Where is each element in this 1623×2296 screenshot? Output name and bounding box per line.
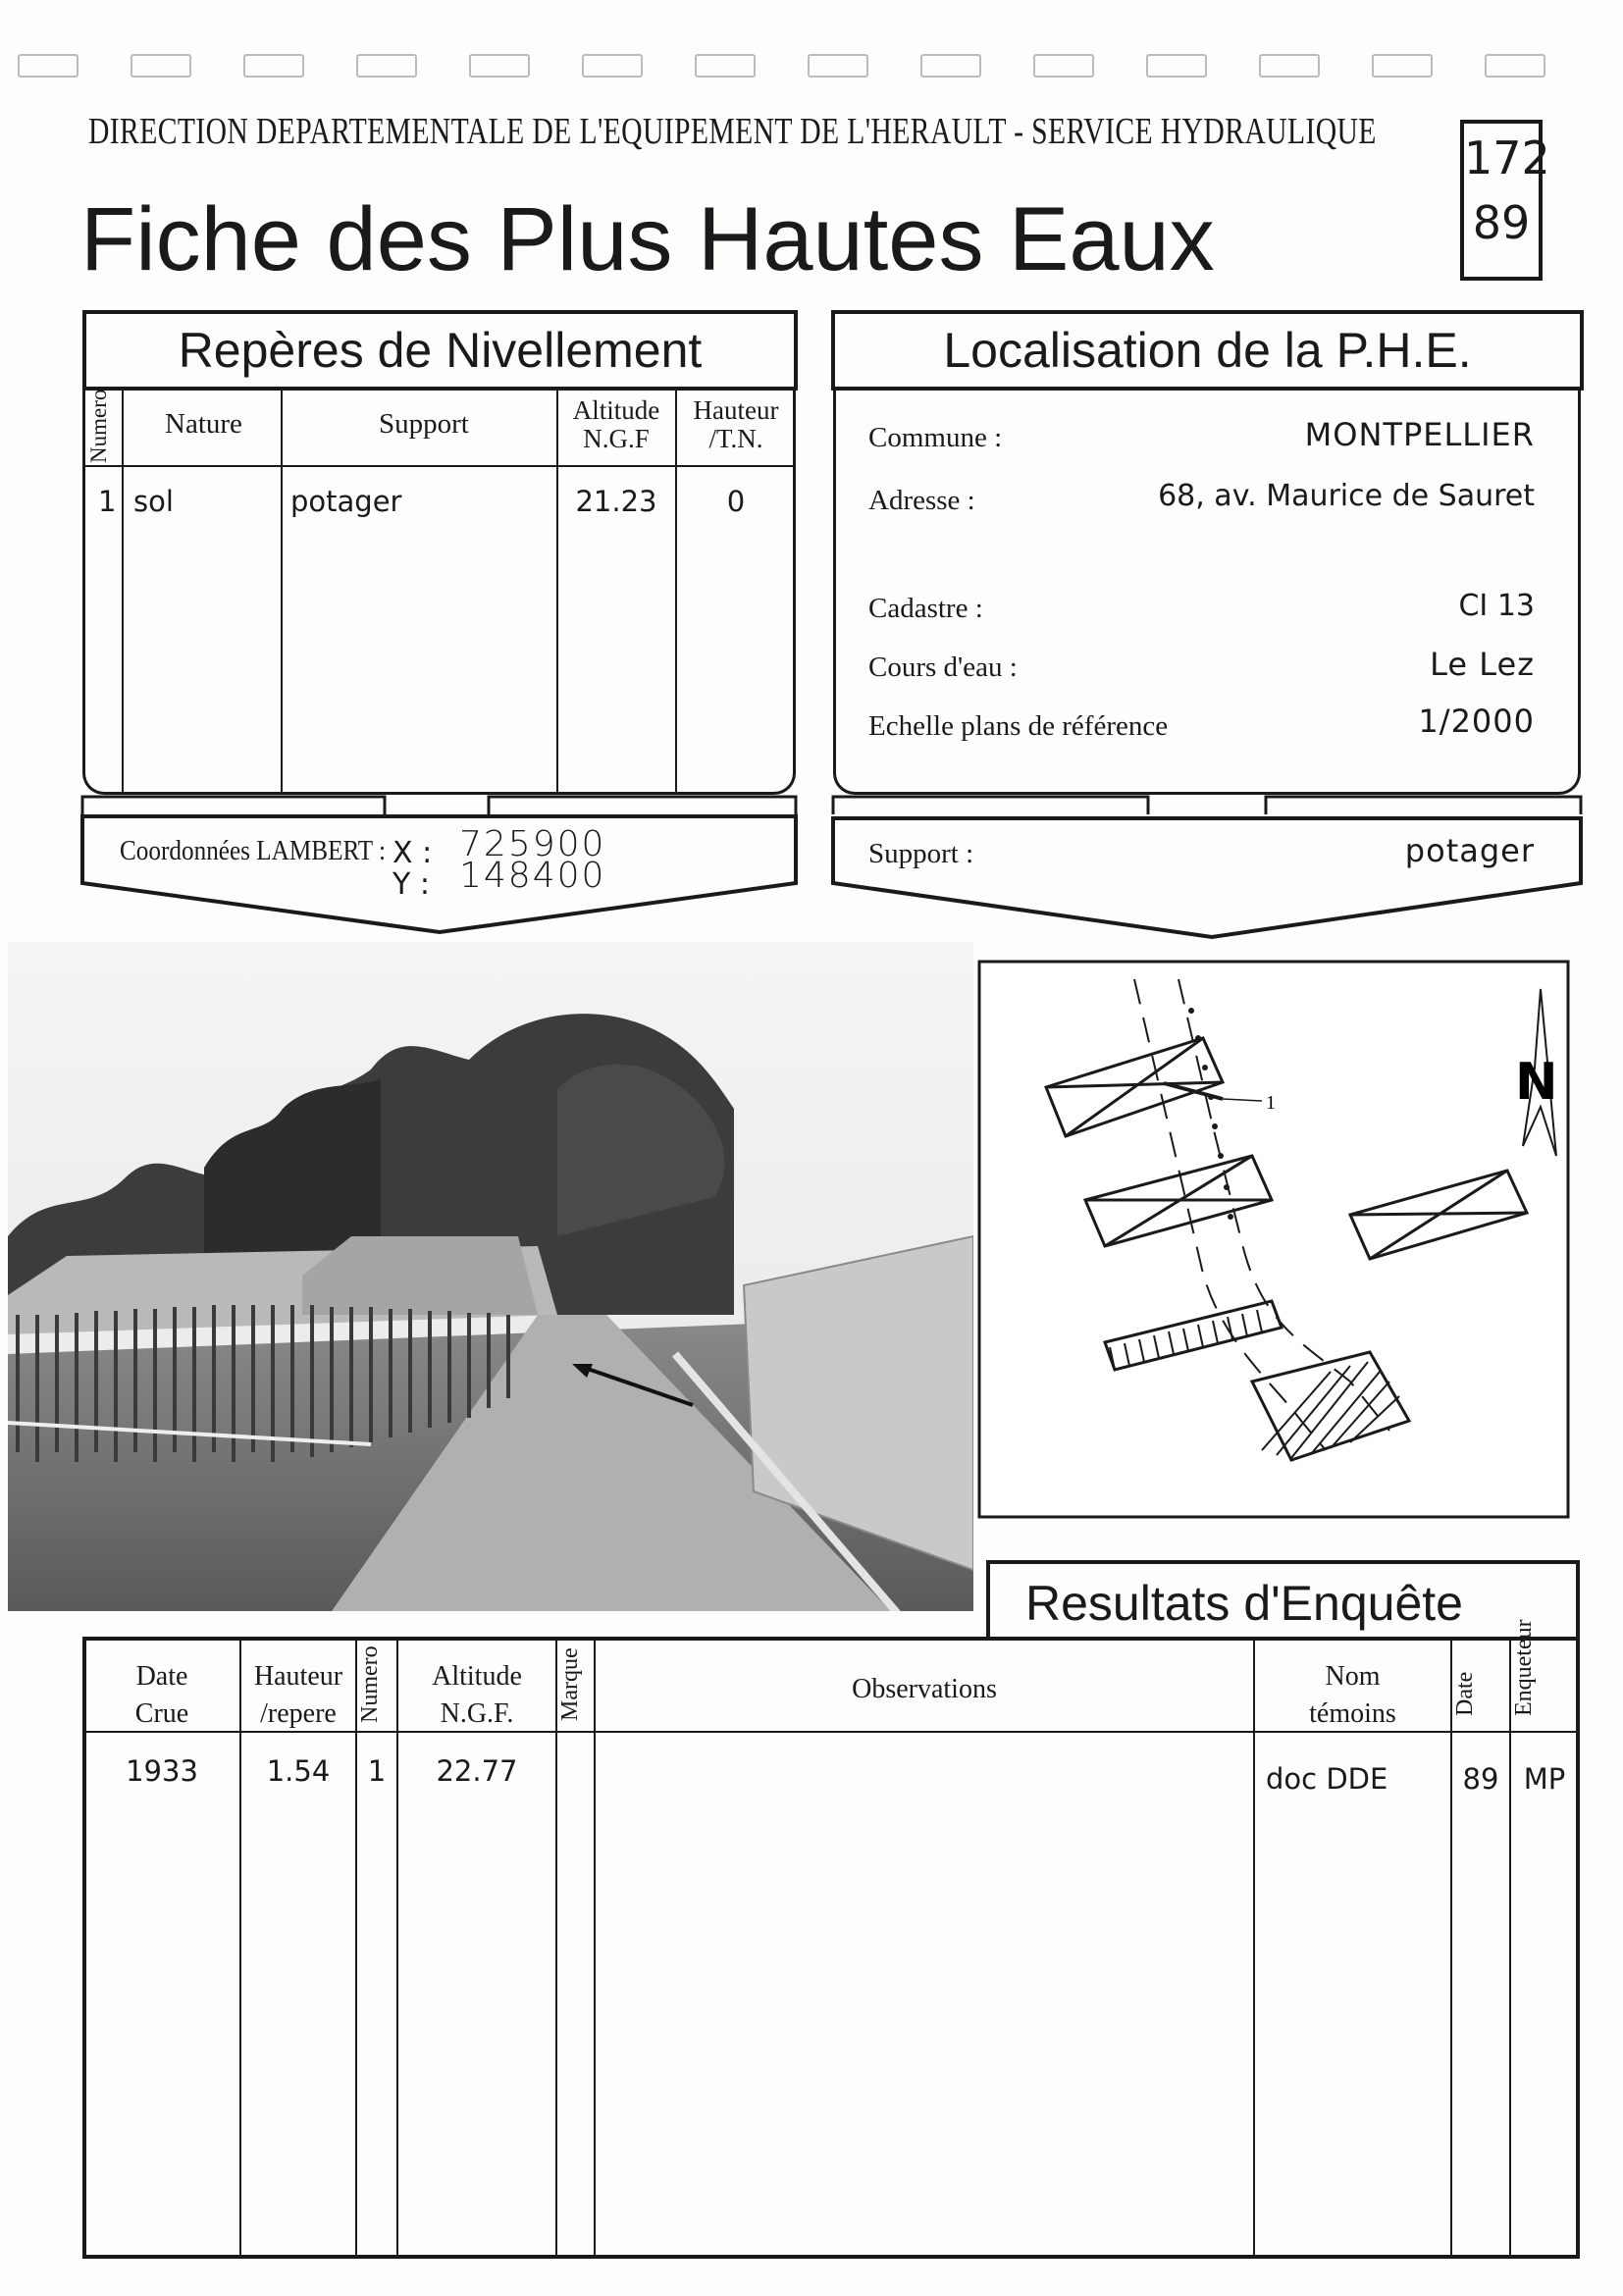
resultats-col-nom: Nom témoins (1309, 1661, 1396, 1729)
resultats-row-nom: doc DDE (1266, 1762, 1388, 1796)
lambert-x-value: 725900 (459, 824, 606, 864)
lambert-label: Coordonnées LAMBERT : (120, 836, 387, 866)
reperes-col-hauteur: Hauteur /T.N. (693, 395, 779, 453)
reperes-col-numero: Numero (86, 389, 111, 463)
site-map (977, 960, 1570, 1519)
resultats-col-enqueteur: Enqueteur (1511, 1619, 1537, 1717)
north-label: N (1515, 1053, 1558, 1112)
arrow-panels (0, 0, 1623, 962)
reference-number: 172 (1464, 131, 1550, 184)
echelle-value: 1/2000 (1418, 703, 1535, 740)
reperes-col-altitude: Altitude N.G.F (572, 395, 660, 453)
support-value: potager (1404, 832, 1535, 869)
resultats-col-numero: Numero (357, 1645, 383, 1724)
resultats-col-marque: Marque (557, 1647, 583, 1722)
resultats-row-altitude: 22.77 (436, 1754, 518, 1788)
resultats-title: Resultats d'Enquête (1025, 1576, 1463, 1631)
reperes-row-support: potager (290, 485, 402, 518)
reperes-row-hauteur: 0 (726, 485, 746, 518)
reperes-col-support: Support (379, 408, 469, 440)
cadastre-label: Cadastre : (868, 593, 983, 624)
reperes-title: Repères de Nivellement (178, 323, 703, 378)
lambert-y-label: Y : (393, 867, 430, 902)
localisation-title: Localisation de la P.H.E. (943, 323, 1472, 378)
map-marker-label: 1 (1266, 1092, 1276, 1114)
department-header: DIRECTION DEPARTEMENTALE DE L'EQUIPEMENT DE L'HERAULT - SERVICE HYDRAULIQUE (88, 111, 1377, 152)
resultats-row-numero: 1 (367, 1754, 387, 1788)
resultats-col-observations: Observations (852, 1674, 997, 1704)
cours-eau-value: Le Lez (1430, 646, 1535, 683)
resultats-col-date: Date (1452, 1671, 1478, 1716)
cadastre-value: CI 13 (1458, 589, 1535, 623)
commune-value: MONTPELLIER (1304, 416, 1535, 453)
resultats-row-date-crue: 1933 (126, 1754, 198, 1788)
lambert-y-value: 148400 (459, 856, 606, 896)
resultats-col-hauteur: Hauteur /repere (253, 1661, 343, 1729)
page-title: Fiche des Plus Hautes Eaux (80, 189, 1215, 289)
support-label: Support : (868, 838, 974, 869)
resultats-col-altitude: Altitude N.G.F. (432, 1661, 522, 1729)
resultats-title-box (986, 1560, 1580, 1641)
commune-label: Commune : (868, 422, 1003, 453)
lambert-x-label: X : (393, 836, 433, 870)
resultats-row-enqueteur: MP (1523, 1762, 1566, 1796)
reperes-row-numero: 1 (98, 485, 117, 518)
adresse-label: Adresse : (868, 485, 975, 516)
resultats-row-hauteur: 1.54 (266, 1754, 331, 1788)
cours-eau-label: Cours d'eau : (868, 652, 1018, 683)
site-photograph (8, 942, 973, 1611)
echelle-label: Echelle plans de référence (868, 710, 1169, 742)
resultats-col-date-crue: Date Crue (134, 1661, 189, 1729)
reference-year: 89 (1472, 196, 1531, 249)
reperes-row-nature: sol (133, 485, 174, 518)
reperes-col-nature: Nature (165, 408, 242, 440)
resultats-row-date: 89 (1462, 1762, 1499, 1796)
reperes-row-altitude: 21.23 (575, 485, 657, 518)
adresse-value: 68, av. Maurice de Sauret (1158, 479, 1535, 513)
